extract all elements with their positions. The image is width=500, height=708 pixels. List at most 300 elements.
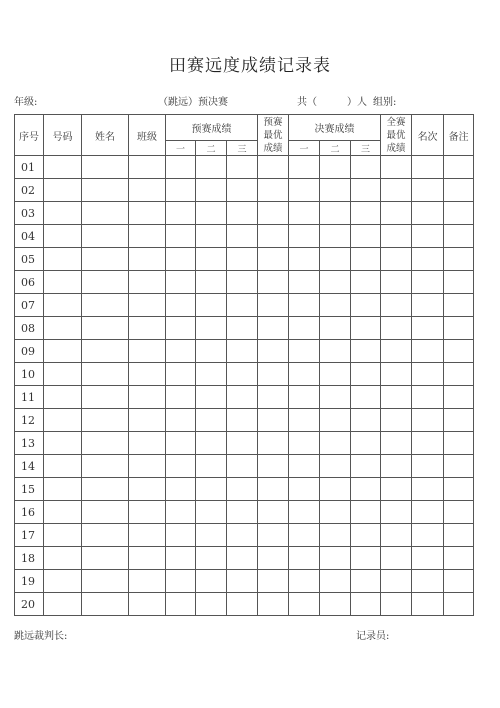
entry-cell[interactable] (129, 294, 166, 317)
entry-cell[interactable] (129, 271, 166, 294)
entry-cell[interactable] (289, 225, 320, 248)
group-label: 组别: (373, 97, 397, 108)
entry-cell[interactable] (320, 455, 351, 478)
entry-cell[interactable] (381, 271, 412, 294)
row-number: 06 (15, 271, 44, 294)
participant-count (297, 93, 396, 108)
entry-cell[interactable] (196, 524, 227, 547)
entry-cell[interactable] (129, 179, 166, 202)
row-number: 03 (15, 202, 44, 225)
entry-cell[interactable] (129, 317, 166, 340)
entry-cell[interactable] (227, 432, 258, 455)
entry-cell[interactable] (129, 455, 166, 478)
entry-cell[interactable] (381, 248, 412, 271)
entry-cell[interactable] (166, 547, 196, 570)
entry-cell[interactable] (444, 179, 474, 202)
entry-cell[interactable] (227, 271, 258, 294)
entry-cell[interactable] (381, 202, 412, 225)
entry-cell[interactable] (444, 524, 474, 547)
entry-cell[interactable] (351, 547, 381, 570)
table-row (15, 409, 474, 432)
entry-cell[interactable] (320, 593, 351, 616)
entry-cell[interactable] (289, 202, 320, 225)
entry-cell[interactable] (227, 570, 258, 593)
row-number: 08 (15, 317, 44, 340)
entry-cell[interactable] (444, 248, 474, 271)
entry-cell[interactable] (289, 363, 320, 386)
entry-cell[interactable] (412, 386, 444, 409)
entry-cell[interactable] (320, 248, 351, 271)
entry-cell[interactable] (227, 478, 258, 501)
row-number: 14 (15, 455, 44, 478)
entry-cell[interactable] (129, 432, 166, 455)
entry-cell[interactable] (381, 593, 412, 616)
entry-cell[interactable] (444, 271, 474, 294)
entry-cell[interactable] (196, 432, 227, 455)
entry-cell[interactable] (44, 409, 82, 432)
entry-cell[interactable] (227, 409, 258, 432)
entry-cell[interactable] (444, 432, 474, 455)
entry-cell[interactable] (227, 593, 258, 616)
row-number: 13 (15, 432, 44, 455)
entry-cell[interactable] (258, 547, 289, 570)
entry-cell[interactable] (258, 432, 289, 455)
entry-cell[interactable] (82, 432, 129, 455)
entry-cell[interactable] (258, 248, 289, 271)
entry-cell[interactable] (444, 409, 474, 432)
entry-cell[interactable] (44, 501, 82, 524)
entry-cell[interactable] (166, 432, 196, 455)
entry-cell[interactable] (289, 501, 320, 524)
entry-cell[interactable] (289, 317, 320, 340)
entry-cell[interactable] (258, 524, 289, 547)
table-row (15, 225, 474, 248)
entry-cell[interactable] (196, 179, 227, 202)
entry-cell[interactable] (166, 593, 196, 616)
entry-cell[interactable] (258, 593, 289, 616)
entry-cell[interactable] (320, 363, 351, 386)
entry-cell[interactable] (82, 547, 129, 570)
entry-cell[interactable] (320, 317, 351, 340)
entry-cell[interactable] (44, 547, 82, 570)
entry-cell[interactable] (258, 340, 289, 363)
entry-cell[interactable] (381, 524, 412, 547)
entry-cell[interactable] (351, 248, 381, 271)
entry-cell[interactable] (412, 409, 444, 432)
entry-cell[interactable] (258, 455, 289, 478)
entry-cell[interactable] (82, 340, 129, 363)
entry-cell[interactable] (129, 478, 166, 501)
entry-cell[interactable] (320, 570, 351, 593)
grade-label: 年级: (14, 97, 38, 108)
entry-cell[interactable] (196, 340, 227, 363)
entry-cell[interactable] (351, 363, 381, 386)
entry-cell[interactable] (320, 478, 351, 501)
entry-cell[interactable] (381, 432, 412, 455)
entry-cell[interactable] (289, 248, 320, 271)
entry-cell[interactable] (289, 156, 320, 179)
entry-cell[interactable] (320, 386, 351, 409)
entry-cell[interactable] (351, 524, 381, 547)
entry-cell[interactable] (166, 386, 196, 409)
entry-cell[interactable] (129, 248, 166, 271)
entry-cell[interactable] (351, 432, 381, 455)
entry-cell[interactable] (258, 570, 289, 593)
entry-cell[interactable] (381, 156, 412, 179)
judge-signature-label: 跳远裁判长: (14, 631, 68, 642)
entry-cell[interactable] (320, 271, 351, 294)
row-number: 09 (15, 340, 44, 363)
entry-cell[interactable] (381, 294, 412, 317)
entry-cell[interactable] (227, 524, 258, 547)
entry-cell[interactable] (82, 524, 129, 547)
entry-cell[interactable] (289, 455, 320, 478)
entry-cell[interactable] (227, 225, 258, 248)
entry-cell[interactable] (44, 179, 82, 202)
entry-cell[interactable] (44, 271, 82, 294)
entry-cell[interactable] (444, 547, 474, 570)
entry-cell[interactable] (289, 386, 320, 409)
entry-cell[interactable] (196, 501, 227, 524)
entry-cell[interactable] (412, 524, 444, 547)
entry-cell[interactable] (227, 179, 258, 202)
entry-cell[interactable] (320, 501, 351, 524)
entry-cell[interactable] (166, 570, 196, 593)
row-number: 17 (15, 524, 44, 547)
entry-cell[interactable] (196, 317, 227, 340)
table-row (15, 202, 474, 225)
header-remark: 备注 (444, 115, 474, 156)
entry-cell[interactable] (444, 570, 474, 593)
entry-cell[interactable] (444, 593, 474, 616)
entry-cell[interactable] (44, 317, 82, 340)
table-row (15, 524, 474, 547)
row-number: 16 (15, 501, 44, 524)
entry-cell[interactable] (166, 271, 196, 294)
entry-cell[interactable] (444, 501, 474, 524)
entry-cell[interactable] (412, 501, 444, 524)
entry-cell[interactable] (381, 547, 412, 570)
entry-cell[interactable] (381, 317, 412, 340)
entry-cell[interactable] (44, 593, 82, 616)
table-row (15, 386, 474, 409)
entry-cell[interactable] (258, 202, 289, 225)
entry-cell[interactable] (166, 363, 196, 386)
row-number: 12 (15, 409, 44, 432)
entry-cell[interactable] (351, 386, 381, 409)
entry-cell[interactable] (166, 179, 196, 202)
entry-cell[interactable] (381, 501, 412, 524)
header-final: 决赛成绩 (289, 115, 381, 141)
entry-cell[interactable] (196, 202, 227, 225)
entry-cell[interactable] (381, 570, 412, 593)
entry-cell[interactable] (129, 386, 166, 409)
entry-cell[interactable] (412, 455, 444, 478)
entry-cell[interactable] (166, 317, 196, 340)
entry-cell[interactable] (129, 524, 166, 547)
entry-cell[interactable] (82, 570, 129, 593)
entry-cell[interactable] (412, 547, 444, 570)
final-attempt-3: 三 (351, 141, 381, 156)
entry-cell[interactable] (444, 294, 474, 317)
entry-cell[interactable] (227, 386, 258, 409)
row-number: 10 (15, 363, 44, 386)
entry-cell[interactable] (196, 225, 227, 248)
table-row (15, 570, 474, 593)
entry-cell[interactable] (166, 225, 196, 248)
entry-cell[interactable] (82, 294, 129, 317)
entry-cell[interactable] (444, 363, 474, 386)
entry-cell[interactable] (412, 340, 444, 363)
entry-cell[interactable] (381, 478, 412, 501)
entry-cell[interactable] (44, 294, 82, 317)
entry-cell[interactable] (227, 340, 258, 363)
entry-cell[interactable] (196, 271, 227, 294)
entry-cell[interactable] (381, 340, 412, 363)
entry-cell[interactable] (444, 455, 474, 478)
entry-cell[interactable] (129, 547, 166, 570)
entry-cell[interactable] (44, 432, 82, 455)
entry-cell[interactable] (166, 478, 196, 501)
entry-cell[interactable] (351, 156, 381, 179)
entry-cell[interactable] (289, 570, 320, 593)
entry-cell[interactable] (289, 432, 320, 455)
row-number: 01 (15, 156, 44, 179)
entry-cell[interactable] (412, 593, 444, 616)
entry-cell[interactable] (129, 156, 166, 179)
entry-cell[interactable] (44, 386, 82, 409)
entry-cell[interactable] (444, 386, 474, 409)
entry-cell[interactable] (44, 455, 82, 478)
entry-cell[interactable] (412, 248, 444, 271)
entry-cell[interactable] (351, 409, 381, 432)
entry-cell[interactable] (320, 340, 351, 363)
entry-cell[interactable] (320, 179, 351, 202)
entry-cell[interactable] (166, 340, 196, 363)
entry-cell[interactable] (82, 593, 129, 616)
entry-cell[interactable] (227, 363, 258, 386)
entry-cell[interactable] (166, 248, 196, 271)
entry-cell[interactable] (412, 363, 444, 386)
entry-cell[interactable] (351, 317, 381, 340)
entry-cell[interactable] (351, 570, 381, 593)
entry-cell[interactable] (129, 501, 166, 524)
entry-cell[interactable] (44, 478, 82, 501)
row-number: 15 (15, 478, 44, 501)
entry-cell[interactable] (412, 294, 444, 317)
entry-cell[interactable] (166, 501, 196, 524)
entry-cell[interactable] (82, 363, 129, 386)
entry-cell[interactable] (320, 156, 351, 179)
entry-cell[interactable] (129, 570, 166, 593)
entry-cell[interactable] (289, 179, 320, 202)
entry-cell[interactable] (320, 294, 351, 317)
entry-cell[interactable] (44, 225, 82, 248)
entry-cell[interactable] (320, 547, 351, 570)
entry-cell[interactable] (227, 202, 258, 225)
entry-cell[interactable] (444, 317, 474, 340)
entry-cell[interactable] (196, 455, 227, 478)
entry-cell[interactable] (351, 225, 381, 248)
entry-cell[interactable] (351, 340, 381, 363)
entry-cell[interactable] (129, 593, 166, 616)
entry-cell[interactable] (320, 225, 351, 248)
entry-cell[interactable] (196, 248, 227, 271)
entry-cell[interactable] (289, 478, 320, 501)
entry-cell[interactable] (320, 202, 351, 225)
entry-cell[interactable] (227, 294, 258, 317)
entry-cell[interactable] (196, 478, 227, 501)
entry-cell[interactable] (258, 478, 289, 501)
entry-cell[interactable] (412, 271, 444, 294)
entry-cell[interactable] (258, 225, 289, 248)
entry-cell[interactable] (351, 294, 381, 317)
entry-cell[interactable] (258, 179, 289, 202)
entry-cell[interactable] (444, 478, 474, 501)
row-number: 07 (15, 294, 44, 317)
entry-cell[interactable] (227, 317, 258, 340)
entry-cell[interactable] (289, 294, 320, 317)
entry-cell[interactable] (258, 317, 289, 340)
entry-cell[interactable] (289, 547, 320, 570)
entry-cell[interactable] (82, 386, 129, 409)
entry-cell[interactable] (227, 248, 258, 271)
entry-cell[interactable] (320, 524, 351, 547)
entry-cell[interactable] (129, 340, 166, 363)
entry-cell[interactable] (166, 409, 196, 432)
header-rank: 名次 (412, 115, 444, 156)
entry-cell[interactable] (412, 225, 444, 248)
table-row (15, 179, 474, 202)
entry-cell[interactable] (44, 363, 82, 386)
entry-cell[interactable] (129, 409, 166, 432)
entry-cell[interactable] (381, 363, 412, 386)
entry-cell[interactable] (412, 202, 444, 225)
entry-cell[interactable] (258, 386, 289, 409)
entry-cell[interactable] (82, 478, 129, 501)
final-attempt-1: 一 (289, 141, 320, 156)
entry-cell[interactable] (196, 570, 227, 593)
entry-cell[interactable] (82, 271, 129, 294)
entry-cell[interactable] (82, 225, 129, 248)
entry-cell[interactable] (227, 501, 258, 524)
entry-cell[interactable] (196, 386, 227, 409)
entry-cell[interactable] (82, 156, 129, 179)
entry-cell[interactable] (82, 248, 129, 271)
entry-cell[interactable] (320, 432, 351, 455)
entry-cell[interactable] (227, 547, 258, 570)
entry-cell[interactable] (82, 409, 129, 432)
entry-cell[interactable] (412, 156, 444, 179)
entry-cell[interactable] (320, 409, 351, 432)
entry-cell[interactable] (82, 202, 129, 225)
entry-cell[interactable] (351, 593, 381, 616)
entry-cell[interactable] (166, 455, 196, 478)
entry-cell[interactable] (82, 501, 129, 524)
entry-cell[interactable] (44, 202, 82, 225)
entry-cell[interactable] (258, 156, 289, 179)
entry-cell[interactable] (258, 501, 289, 524)
entry-cell[interactable] (44, 524, 82, 547)
score-table (14, 114, 474, 616)
entry-cell[interactable] (196, 294, 227, 317)
entry-cell[interactable] (129, 202, 166, 225)
row-number: 04 (15, 225, 44, 248)
header-name: 姓名 (82, 115, 129, 156)
entry-cell[interactable] (351, 202, 381, 225)
entry-cell[interactable] (351, 455, 381, 478)
page-title: 田赛远度成绩记录表 (169, 56, 331, 76)
entry-cell[interactable] (381, 455, 412, 478)
entry-cell[interactable] (258, 271, 289, 294)
entry-cell[interactable] (289, 409, 320, 432)
entry-cell[interactable] (381, 225, 412, 248)
entry-cell[interactable] (351, 478, 381, 501)
entry-cell[interactable] (412, 179, 444, 202)
entry-cell[interactable] (258, 294, 289, 317)
entry-cell[interactable] (412, 317, 444, 340)
entry-cell[interactable] (289, 593, 320, 616)
entry-cell[interactable] (412, 478, 444, 501)
entry-cell[interactable] (289, 271, 320, 294)
entry-cell[interactable] (166, 156, 196, 179)
entry-cell[interactable] (381, 386, 412, 409)
entry-cell[interactable] (444, 202, 474, 225)
entry-cell[interactable] (412, 570, 444, 593)
entry-cell[interactable] (444, 156, 474, 179)
entry-cell[interactable] (381, 409, 412, 432)
entry-cell[interactable] (412, 432, 444, 455)
entry-cell[interactable] (196, 363, 227, 386)
entry-cell[interactable] (44, 248, 82, 271)
entry-cell[interactable] (351, 501, 381, 524)
row-number: 02 (15, 179, 44, 202)
entry-cell[interactable] (258, 363, 289, 386)
entry-cell[interactable] (166, 524, 196, 547)
entry-cell[interactable] (196, 156, 227, 179)
table-row (15, 271, 474, 294)
table-row (15, 478, 474, 501)
entry-cell[interactable] (166, 202, 196, 225)
entry-cell[interactable] (82, 455, 129, 478)
entry-cell[interactable] (258, 409, 289, 432)
table-row (15, 156, 474, 179)
entry-cell[interactable] (44, 570, 82, 593)
entry-cell[interactable] (289, 524, 320, 547)
entry-cell[interactable] (129, 363, 166, 386)
total-prefix: 共（ (297, 97, 317, 108)
entry-cell[interactable] (44, 340, 82, 363)
entry-cell[interactable] (381, 179, 412, 202)
entry-cell[interactable] (196, 593, 227, 616)
entry-cell[interactable] (444, 225, 474, 248)
entry-cell[interactable] (227, 156, 258, 179)
entry-cell[interactable] (351, 271, 381, 294)
final-attempt-2: 二 (320, 141, 351, 156)
entry-cell[interactable] (351, 179, 381, 202)
entry-cell[interactable] (289, 340, 320, 363)
entry-cell[interactable] (82, 317, 129, 340)
entry-cell[interactable] (44, 156, 82, 179)
entry-cell[interactable] (196, 547, 227, 570)
header-class: 班级 (129, 115, 166, 156)
entry-cell[interactable] (227, 455, 258, 478)
entry-cell[interactable] (82, 179, 129, 202)
entry-cell[interactable] (129, 225, 166, 248)
entry-cell[interactable] (166, 294, 196, 317)
entry-cell[interactable] (196, 409, 227, 432)
entry-cell[interactable] (444, 340, 474, 363)
